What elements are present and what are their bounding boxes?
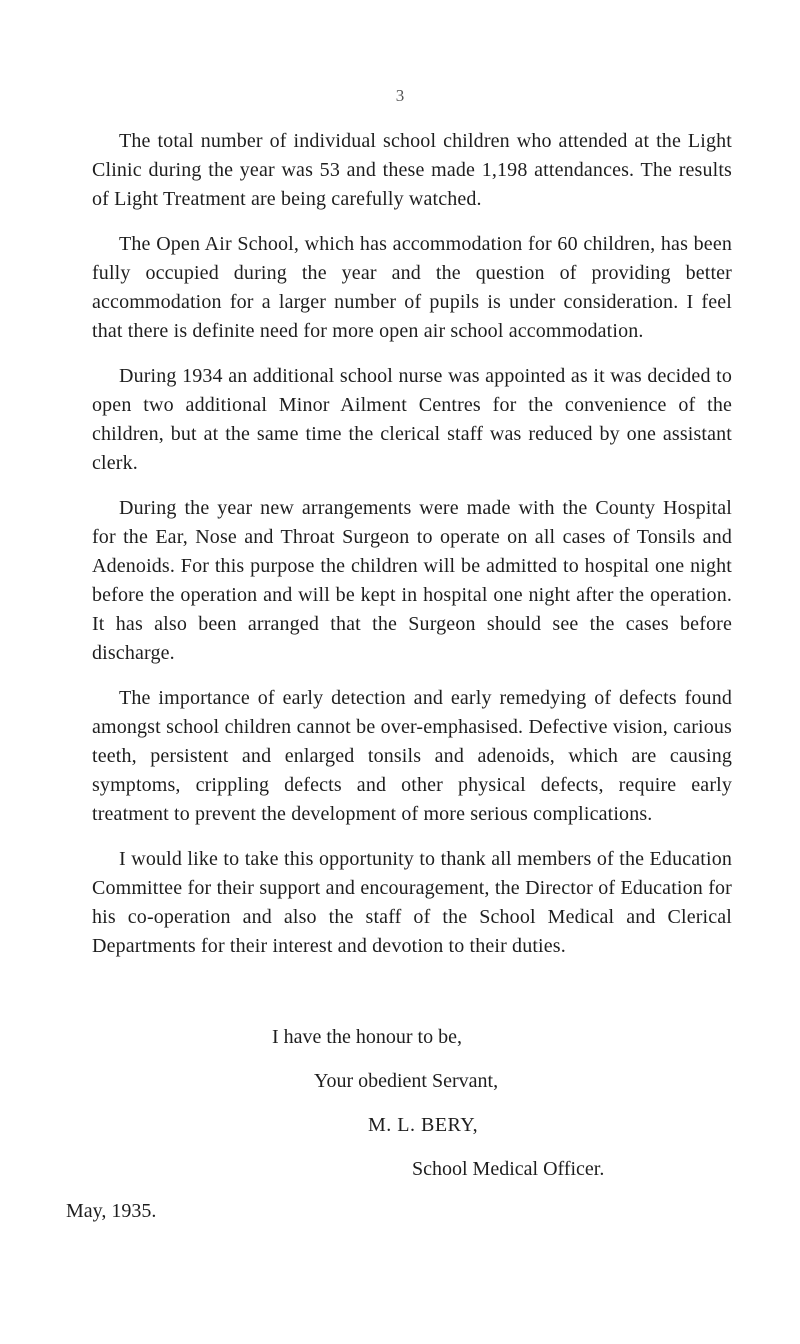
signatory-title: School Medical Officer.: [412, 1158, 605, 1180]
paragraph-open-air-school: The Open Air School, which has accommodation for 60 children, has been fully occupied during the year and the question of providing better accommodation for a larger number of pupils is under consideration. I feel that there is definite need for more open air school accommodation.: [92, 233, 732, 342]
paragraph-thanks: I would like to take this opportunity to thank all members of the Education Committee for their support and encouragement, the Director of Education for his co-operation and also the staff of the School Medical and Clerical Departments for their interest and devotion to their duties.: [92, 848, 732, 957]
signatory-name: M. L. BERY,: [368, 1114, 479, 1136]
closing-servant: Your obedient Servant,: [314, 1070, 499, 1092]
letter-date: May, 1935.: [66, 1200, 157, 1222]
letter-body: [92, 127, 732, 977]
page-number: 3: [395, 86, 405, 105]
paragraph-county-hospital: During the year new arrangements were made with the County Hospital for the Ear, Nose and Throat Surgeon to operate on all cases of Tonsils and Adenoids. For this purpose the children will be admitted to hospital one night before the operation and will be kept in hospital one night after the operation. It has also been arranged that the Surgeon should see the cases before discharge.: [92, 497, 732, 664]
paragraph-light-clinic: The total number of individual school children who attended at the Light Clinic during the year was 53 and these made 1,198 attendances. The results of Light Treatment are being carefully watched.: [92, 130, 732, 210]
paragraph-school-nurse: During 1934 an additional school nurse was appointed as it was decided to open two additional Minor Ailment Centres for the convenience of the children, but at the same time the clerical staff was reduced by one assistant clerk.: [92, 365, 732, 474]
paragraph-early-detection: The importance of early detection and early remedying of defects found amongst school children cannot be over-emphasised. Defective vision, carious teeth, persistent and enlarged tonsils and adenoids, which are causing symptoms, crippling defects and other physical defects, require early treatment to prevent the development of more serious complications.: [92, 687, 732, 825]
closing-salutation: I have the honour to be,: [272, 1026, 462, 1048]
